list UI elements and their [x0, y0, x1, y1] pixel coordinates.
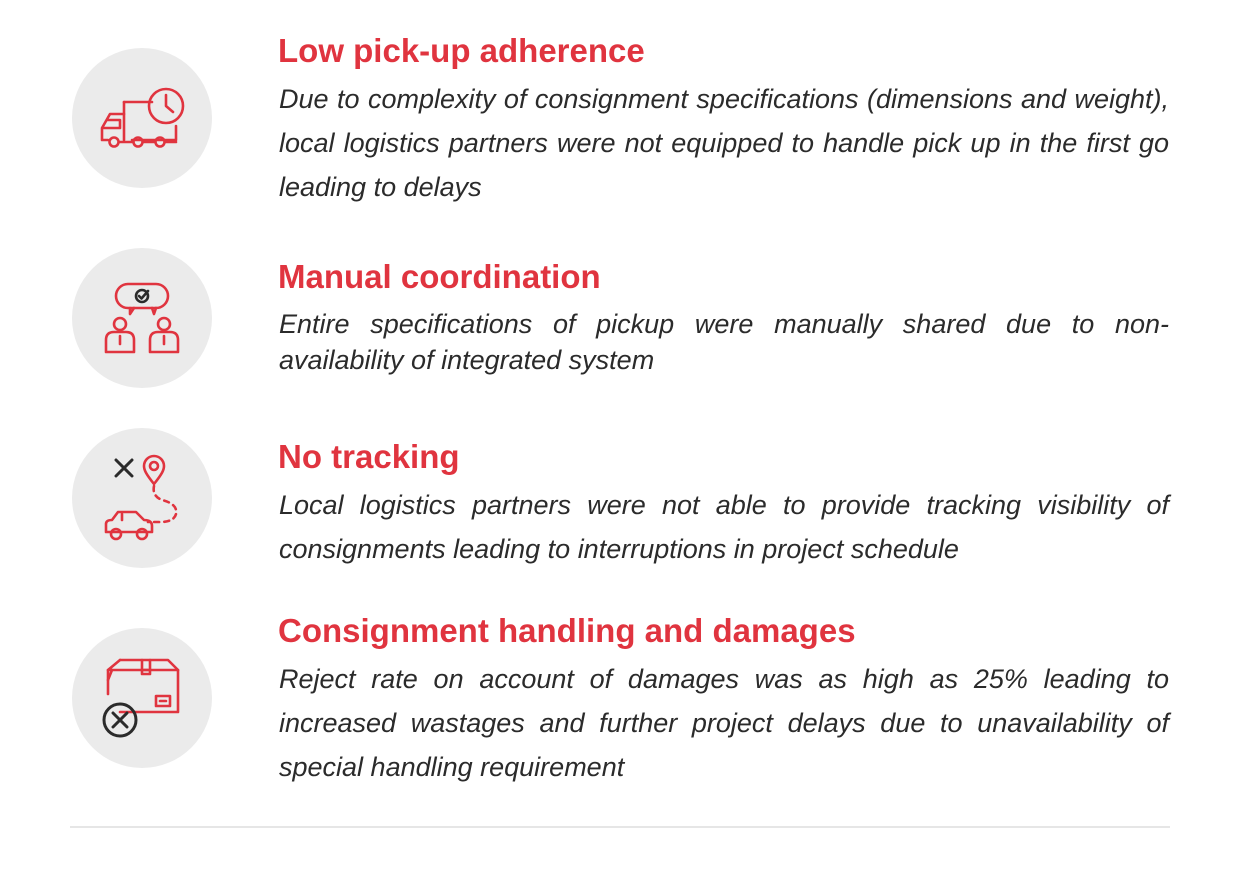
truck-clock-icon: [72, 48, 212, 188]
issue-description: Reject rate on account of damages was as high as 25% leading to increased wastages and further project delays due to unavailability of special handling requirement: [279, 664, 1169, 782]
car-route-pin-icon: [72, 428, 212, 568]
issue-title: No tracking: [278, 438, 460, 475]
issue-description: Entire specifications of pickup were manually shared due to non-availability of integrated system: [279, 309, 1169, 375]
issue-description: Due to complexity of consignment specifications (dimensions and weight), local logistics partners were not equipped to handle pick up in the first go leading to delays: [279, 84, 1169, 202]
issue-title: Low pick-up adherence: [278, 32, 645, 69]
people-chat-icon: [72, 248, 212, 388]
damaged-box-icon: [72, 628, 212, 768]
issue-title: Consignment handling and damages: [278, 612, 856, 649]
divider: [70, 826, 1170, 828]
issue-title: Manual coordination: [278, 258, 601, 295]
issue-description: Local logistics partners were not able to provide tracking visibility of consignments leading to interruptions in project schedule: [279, 490, 1169, 564]
